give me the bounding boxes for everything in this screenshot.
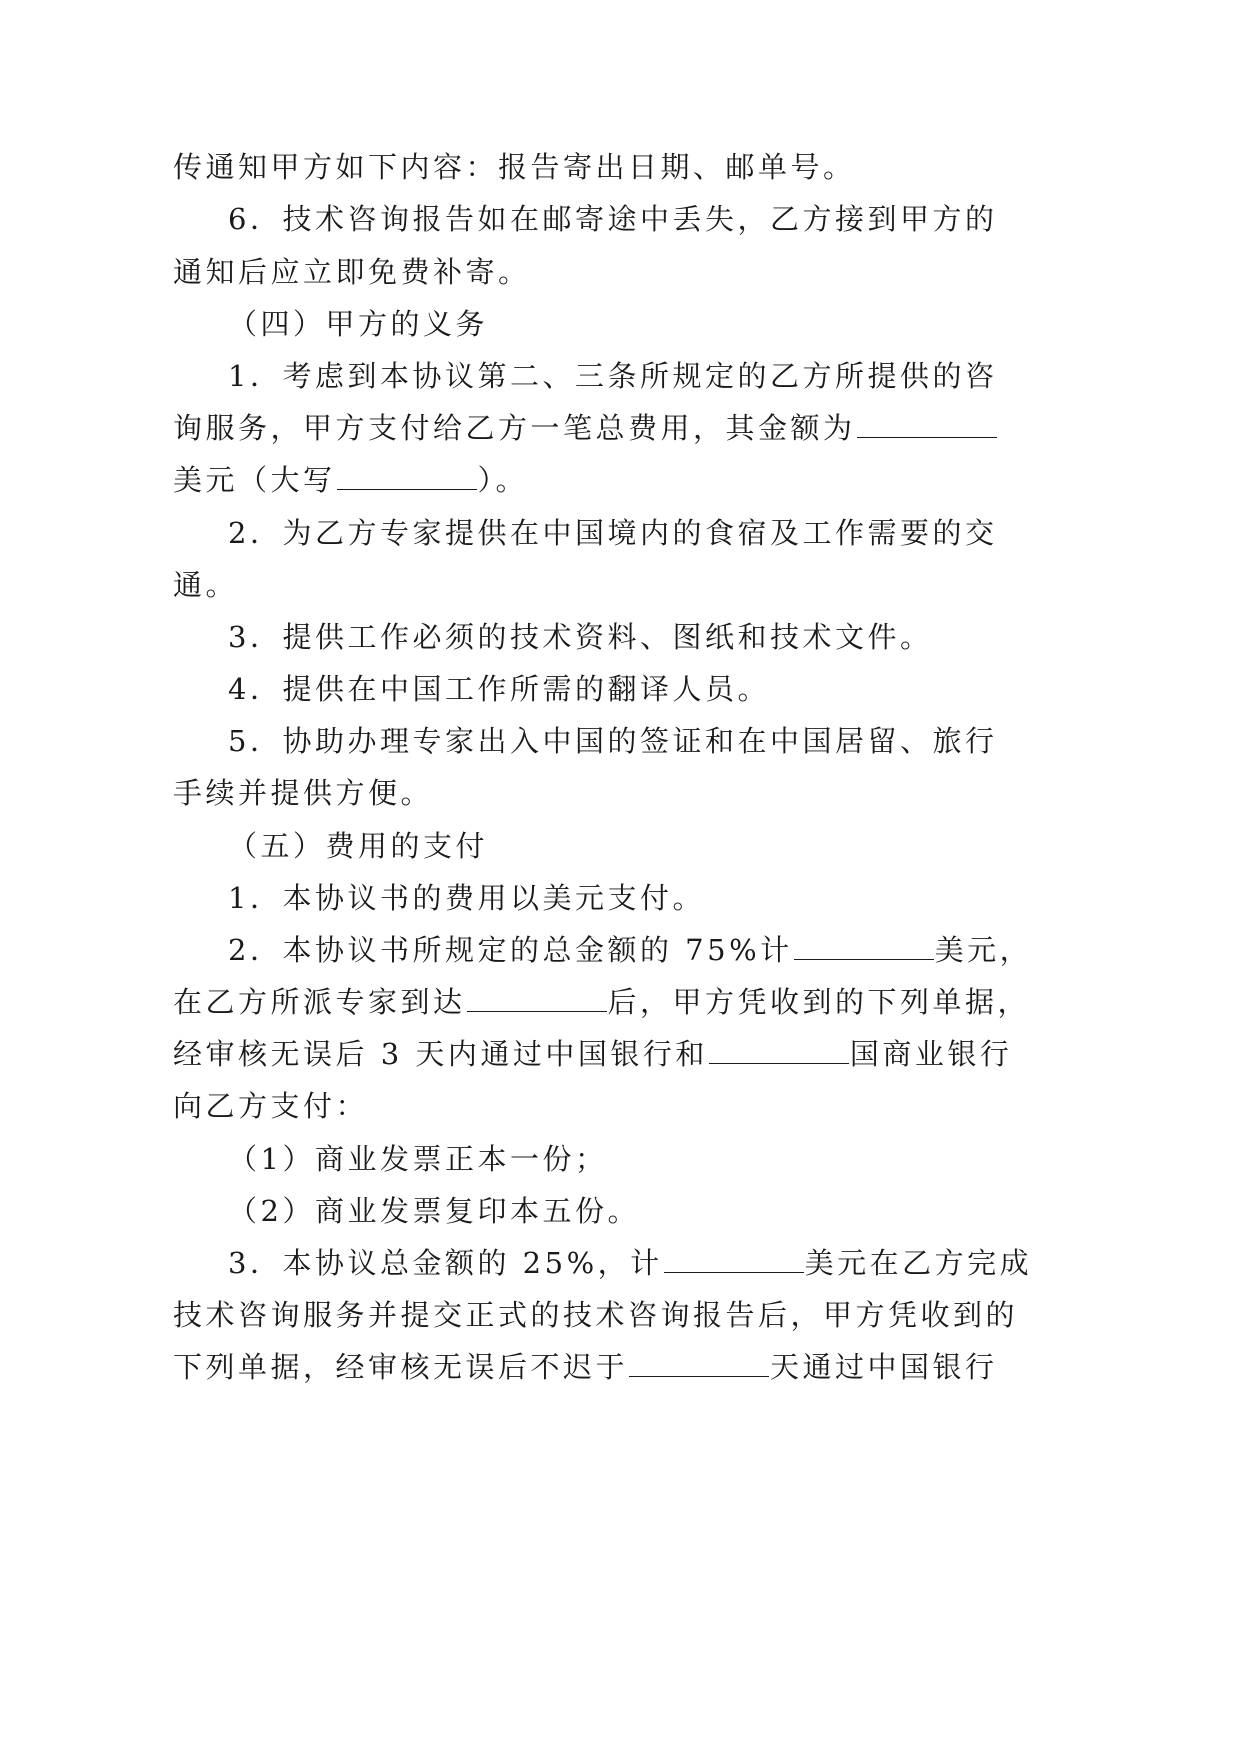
line-text: 美元， — [934, 933, 1033, 967]
line-text: 美元（大写 — [173, 463, 336, 497]
line-text: 国商业银行 — [849, 1037, 1013, 1071]
line-text: 在乙方所派专家到达 — [173, 985, 466, 1019]
text-line — [173, 1086, 368, 1126]
line-text: 1．本协议书的费用以美元支付。 — [228, 881, 705, 915]
line-text: 1．考虑到本协议第二、三条所规定的乙方所提供的咨 — [228, 359, 998, 393]
text-line — [228, 878, 705, 918]
list-item-text: （2）商业发票复印本五份。 — [228, 1194, 640, 1228]
text-line — [228, 356, 997, 396]
text-line — [228, 199, 997, 239]
line-text: 询服务，甲方支付给乙方一笔总费用，其金额为 — [173, 411, 856, 445]
text-line — [173, 252, 531, 292]
fill-blank[interactable] — [664, 1245, 804, 1273]
line-text: 2．本协议书所规定的总金额的 75%计 — [228, 933, 793, 967]
section-heading-text: （五）费用的支付 — [228, 829, 489, 863]
text-line — [173, 1347, 998, 1387]
text-line — [228, 513, 997, 553]
fill-blank[interactable] — [794, 932, 934, 960]
text-line — [173, 565, 238, 605]
section-heading-text: （四）甲方的义务 — [228, 307, 489, 341]
fill-blank[interactable] — [337, 462, 477, 490]
list-item — [228, 1191, 640, 1231]
section-heading — [228, 304, 488, 344]
fill-blank[interactable] — [857, 410, 997, 438]
line-text: 6．技术咨询报告如在邮寄途中丢失，乙方接到甲方的 — [228, 202, 998, 236]
line-text: 3．本协议总金额的 25%，计 — [228, 1246, 663, 1280]
fill-blank[interactable] — [709, 1036, 849, 1064]
text-line — [228, 930, 1032, 970]
line-text: 通。 — [173, 568, 239, 602]
line-text: 技术咨询服务并提交正式的技术咨询报告后，甲方凭收到的 — [173, 1298, 1019, 1332]
line-text: 5．协助办理专家出入中国的签证和在中国居留、旅行 — [228, 724, 998, 758]
list-item-text: （1）商业发票正本一份； — [228, 1142, 608, 1176]
line-text: ）。 — [477, 463, 529, 497]
text-line — [173, 773, 433, 813]
text-line — [228, 1243, 1032, 1283]
line-text: 3．提供工作必须的技术资料、图纸和技术文件。 — [228, 620, 933, 654]
text-line — [173, 147, 856, 187]
line-text: 4．提供在中国工作所需的翻译人员。 — [228, 672, 770, 706]
line-text: 后，甲方凭收到的下列单据， — [607, 985, 1031, 1019]
line-text: 下列单据，经审核无误后不迟于 — [173, 1350, 629, 1384]
text-line — [228, 617, 932, 657]
line-text: 2．为乙方专家提供在中国境内的食宿及工作需要的交 — [228, 516, 998, 550]
line-text: 向乙方支付： — [173, 1089, 369, 1123]
line-text: 传通知甲方如下内容：报告寄出日期、邮单号。 — [173, 150, 856, 184]
fill-blank[interactable] — [467, 984, 607, 1012]
text-line — [173, 1295, 1018, 1335]
line-text: 通知后应立即免费补寄。 — [173, 255, 531, 289]
text-line — [173, 460, 528, 500]
text-line — [173, 982, 1030, 1022]
text-line — [228, 721, 997, 761]
list-item — [228, 1139, 607, 1179]
line-text: 手续并提供方便。 — [173, 776, 434, 810]
text-line — [173, 408, 998, 448]
line-text: 美元在乙方完成 — [804, 1246, 1033, 1280]
line-text: 天通过中国银行 — [770, 1350, 998, 1384]
text-line — [228, 669, 770, 709]
fill-blank[interactable] — [629, 1349, 769, 1377]
line-text: 经审核无误后 3 天内通过中国银行和 — [173, 1037, 708, 1071]
section-heading — [228, 826, 488, 866]
text-line — [173, 1034, 1012, 1074]
